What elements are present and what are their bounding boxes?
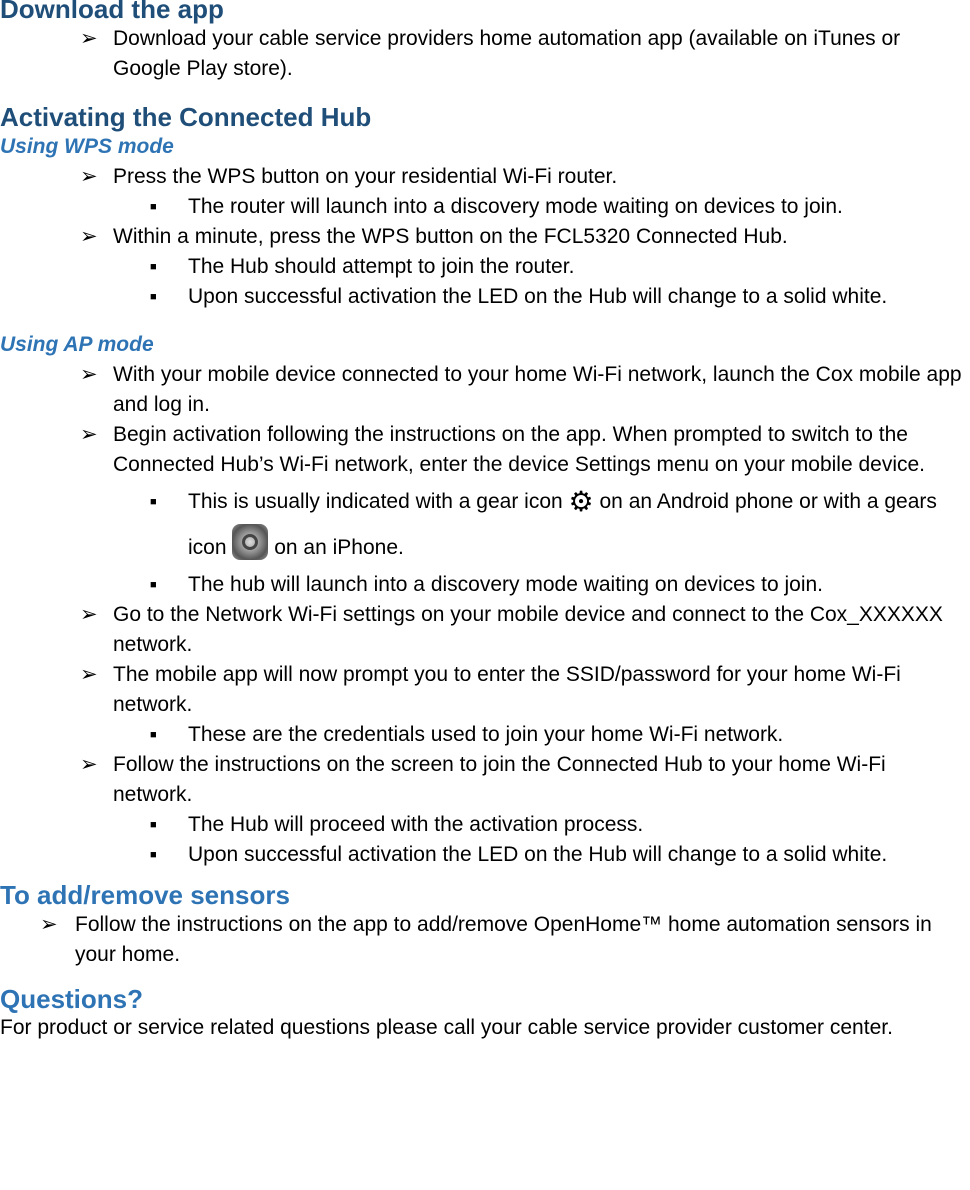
questions-text: For product or service related questions please call your cable service provider customer center. bbox=[0, 1016, 893, 1039]
item-text: Download your cable service providers home automation app (available on iTunes or Google Play store). bbox=[113, 27, 901, 80]
item-text: Within a minute, press the WPS button on the FCL5320 Connected Hub. bbox=[113, 225, 788, 248]
item-text: The Hub will proceed with the activation process. bbox=[188, 813, 644, 836]
arrow-bullet-icon: ➢ bbox=[80, 663, 98, 686]
wps-list bbox=[0, 162, 970, 312]
item-text: The Hub should attempt to join the router. bbox=[188, 255, 575, 278]
item-text: This is usually indicated with a gear icon bbox=[188, 490, 563, 513]
gear-icon: ⚙ bbox=[568, 486, 594, 517]
list-item bbox=[0, 24, 970, 84]
square-bullet-icon: ■ bbox=[150, 729, 157, 741]
list-item bbox=[0, 810, 970, 840]
arrow-bullet-icon: ➢ bbox=[80, 753, 98, 776]
sensors-list bbox=[0, 910, 970, 970]
list-item bbox=[0, 420, 970, 480]
item-text: on an iPhone. bbox=[274, 536, 404, 559]
list-item bbox=[0, 192, 970, 222]
item-text: The hub will launch into a discovery mode waiting on devices to join. bbox=[188, 573, 824, 596]
item-text: These are the credentials used to join your home Wi-Fi network. bbox=[188, 723, 784, 746]
ios-settings-icon bbox=[232, 524, 268, 560]
item-text: The mobile app will now prompt you to enter the SSID/password for your home Wi-Fi network. bbox=[113, 663, 901, 716]
heading-activating: Activating the Connected Hub bbox=[0, 102, 372, 132]
list-item bbox=[0, 360, 970, 420]
item-text: Begin activation following the instructions on the app. When prompted to switch to the Connected Hub’s Wi-Fi network, enter the device Settings menu on your mobile device. bbox=[113, 423, 926, 476]
list-item bbox=[0, 282, 970, 312]
arrow-bullet-icon: ➢ bbox=[80, 225, 98, 248]
square-bullet-icon: ■ bbox=[150, 496, 157, 508]
square-bullet-icon: ■ bbox=[150, 201, 157, 213]
item-text: Follow the instructions on the screen to join the Connected Hub to your home Wi-Fi network. bbox=[113, 753, 886, 806]
arrow-bullet-icon: ➢ bbox=[80, 27, 98, 50]
square-bullet-icon: ■ bbox=[150, 579, 157, 591]
square-bullet-icon: ■ bbox=[150, 849, 157, 861]
item-text: Go to the Network Wi-Fi settings on your mobile device and connect to the Cox_XXXXXX network. bbox=[113, 603, 943, 656]
square-bullet-icon: ■ bbox=[150, 291, 157, 303]
item-text: Upon successful activation the LED on the Hub will change to a solid white. bbox=[188, 843, 888, 866]
arrow-bullet-icon: ➢ bbox=[40, 913, 58, 936]
list-item bbox=[0, 660, 970, 720]
download-list bbox=[0, 24, 970, 84]
list-item bbox=[0, 252, 970, 282]
square-bullet-icon: ■ bbox=[150, 819, 157, 831]
arrow-bullet-icon: ➢ bbox=[80, 165, 98, 188]
heading-download: Download the app bbox=[0, 0, 224, 24]
list-item bbox=[0, 720, 970, 750]
ap-list bbox=[0, 360, 970, 870]
heading-questions: Questions? bbox=[0, 984, 144, 1014]
subheading-ap: Using AP mode bbox=[0, 333, 154, 356]
list-item bbox=[0, 600, 970, 660]
list-item bbox=[0, 570, 970, 600]
item-text: Follow the instructions on the app to add/remove OpenHome™ home automation sensors in your home. bbox=[75, 913, 932, 966]
arrow-bullet-icon: ➢ bbox=[80, 423, 98, 446]
square-bullet-icon: ■ bbox=[150, 261, 157, 273]
arrow-bullet-icon: ➢ bbox=[80, 603, 98, 626]
item-text: The router will launch into a discovery mode waiting on devices to join. bbox=[188, 195, 843, 218]
arrow-bullet-icon: ➢ bbox=[80, 363, 98, 386]
heading-sensors: To add/remove sensors bbox=[0, 880, 290, 910]
list-item bbox=[0, 480, 970, 570]
list-item bbox=[0, 162, 970, 192]
list-item bbox=[0, 910, 970, 970]
item-text: With your mobile device connected to your home Wi-Fi network, launch the Cox mobile app and log in. bbox=[113, 363, 962, 416]
item-text: on an Android phone or with a gears icon bbox=[188, 490, 937, 559]
item-text: Upon successful activation the LED on the Hub will change to a solid white. bbox=[188, 285, 888, 308]
subheading-wps: Using WPS mode bbox=[0, 135, 174, 158]
list-item bbox=[0, 750, 970, 810]
list-item bbox=[0, 222, 970, 252]
item-text: Press the WPS button on your residential Wi-Fi router. bbox=[113, 165, 618, 188]
list-item bbox=[0, 840, 970, 870]
